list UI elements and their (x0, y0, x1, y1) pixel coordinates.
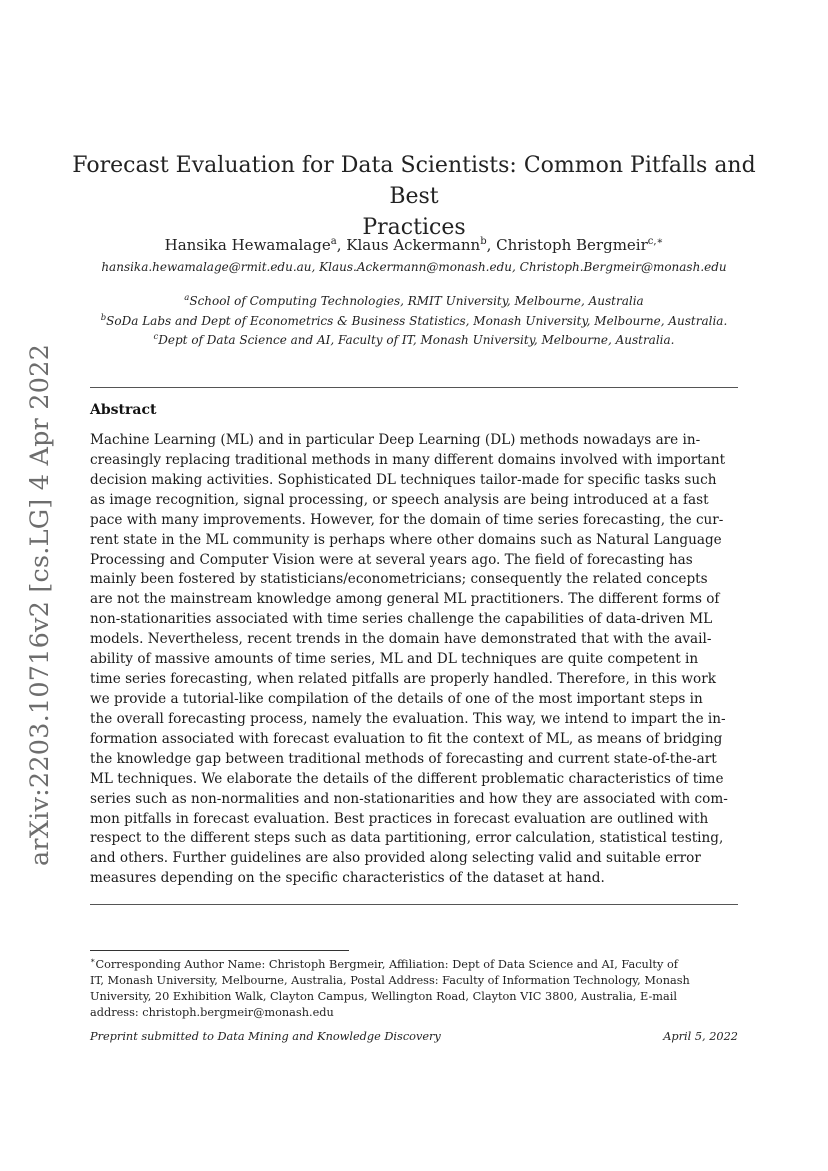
abstract-line: ML techniques. We elaborate the details of the different problematic characteristics of time (90, 770, 724, 787)
affiliation-line (60, 310, 768, 330)
affiliation-text: School of Computing Technologies, RMIT University, Melbourne, Australia (189, 294, 644, 308)
affiliation-text: Dept of Data Science and AI, Faculty of IT, Monash University, Melbourne, Australia. (158, 333, 675, 347)
affiliation-mark: b (100, 312, 107, 323)
abstract-line: the overall forecasting process, namely the evaluation. This way, we intend to impart the in- (90, 710, 726, 727)
author-separator: , (336, 236, 347, 254)
abstract-line: formation associated with forecast evaluation to fit the context of ML, as means of bridging (90, 730, 723, 747)
author-affiliation-mark: b (480, 236, 487, 247)
abstract-line: Processing and Computer Vision were at several years ago. The field of forecasting has (90, 551, 693, 568)
abstract-line: measures depending on the specific characteristics of the dataset at hand. (90, 870, 605, 887)
affiliation-line (60, 329, 768, 349)
abstract-line: respect to the different steps such as data partitioning, error calculation, statistical testing, (90, 830, 724, 847)
abstract-line: we provide a tutorial-like compilation of the details of one of the most important steps in (90, 690, 703, 707)
paper-title-line-2: Practices (362, 215, 466, 240)
footnote-mark: ∗ (90, 956, 96, 965)
abstract-line: Machine Learning (ML) and in particular Deep Learning (DL) methods nowadays are in- (90, 432, 701, 448)
affiliation-mark: c (153, 332, 159, 342)
footnote-line (90, 953, 738, 973)
affiliation-list (60, 290, 768, 349)
abstract-line: creasingly replacing traditional methods in many different domains involved with important (90, 451, 726, 468)
author-name: Hansika Hewamalage (164, 236, 331, 254)
paper-title (60, 150, 768, 243)
author-separator: , (486, 236, 497, 254)
affiliation-text: SoDa Labs and Dept of Econometrics & Business Statistics, Monash University, Melbourne, Australia. (106, 313, 728, 328)
abstract-line: rent state in the ML community is perhaps where other domains such as Natural Language (90, 531, 722, 548)
arxiv-identifier: arXiv:2203.10716v2 [cs.LG] 4 Apr 2022 (25, 344, 55, 866)
abstract-line: mon pitfalls in forecast evaluation. Best practices in forecast evaluation are outlined with (90, 810, 709, 827)
affiliation-mark: a (184, 293, 190, 303)
footnote-rule (90, 950, 349, 951)
abstract-bottom-rule (90, 904, 738, 905)
preprint-note: Preprint submitted to Data Mining and Knowledge Discovery (90, 1030, 441, 1043)
abstract-line: pace with many improvements. However, for the domain of time series forecasting, the cur- (90, 511, 724, 528)
abstract-top-rule (90, 387, 738, 388)
paper-title-line-1: Forecast Evaluation for Data Scientists: Common Pitfalls and Best (72, 153, 756, 209)
abstract-line: mainly been fostered by statisticians/econometricians; consequently the related concepts (90, 571, 708, 588)
abstract-line: are not the mainstream knowledge among general ML practitioners. The different forms of (90, 591, 720, 608)
author-emails: hansika.hewamalage@rmit.edu.au, Klaus.Ackermann@monash.edu, Christoph.Bergmeir@monash.edu (101, 260, 727, 274)
arxiv-identifier-sidebar (24, 344, 56, 866)
author-list (60, 233, 768, 254)
author-affiliation-mark: c,∗ (647, 236, 664, 247)
abstract-line: models. Nevertheless, recent trends in the domain have demonstrated that with the avail- (90, 631, 712, 648)
footnote-text: Corresponding Author Name: Christoph Bergmeir, Affiliation: Dept of Data Science and AI, Faculty of (95, 957, 678, 971)
abstract-line: non-stationarities associated with time series challenge the capabilities of data-driven ML (90, 611, 713, 628)
abstract-line: as image recognition, signal processing, or speech analysis are being introduced at a fast (90, 491, 709, 508)
abstract-line: decision making activities. Sophisticated DL techniques tailor-made for specific tasks such (90, 471, 717, 488)
author-name: Christoph Bergmeir (496, 236, 648, 254)
abstract-heading: Abstract (90, 402, 157, 418)
abstract-line: and others. Further guidelines are also provided along selecting valid and suitable error (90, 850, 701, 867)
author-affiliation-mark: a (330, 236, 337, 247)
affiliation-line (60, 290, 768, 310)
abstract-line: series such as non-normalities and non-stationarities and how they are associated with com- (90, 790, 728, 807)
footnote (90, 953, 738, 1022)
preprint-date: April 5, 2022 (663, 1030, 738, 1043)
author-name: Klaus Ackermann (346, 236, 481, 254)
footnote-line: University, 20 Exhibition Walk, Clayton Campus, Wellington Road, Clayton VIC 3800, Australia, E-mail (90, 990, 677, 1004)
footnote-line: address: christoph.bergmeir@monash.edu (90, 1006, 334, 1020)
abstract-line: ability of massive amounts of time series, ML and DL techniques are quite competent in (90, 651, 699, 668)
footnote-line: IT, Monash University, Melbourne, Australia, Postal Address: Faculty of Information Technology, Monash (90, 973, 690, 987)
abstract-line: the knowledge gap between traditional methods of forecasting and current state-of-the-art (90, 750, 717, 767)
abstract-line: time series forecasting, when related pitfalls are properly handled. Therefore, in this work (90, 671, 716, 688)
abstract-body (90, 431, 738, 889)
